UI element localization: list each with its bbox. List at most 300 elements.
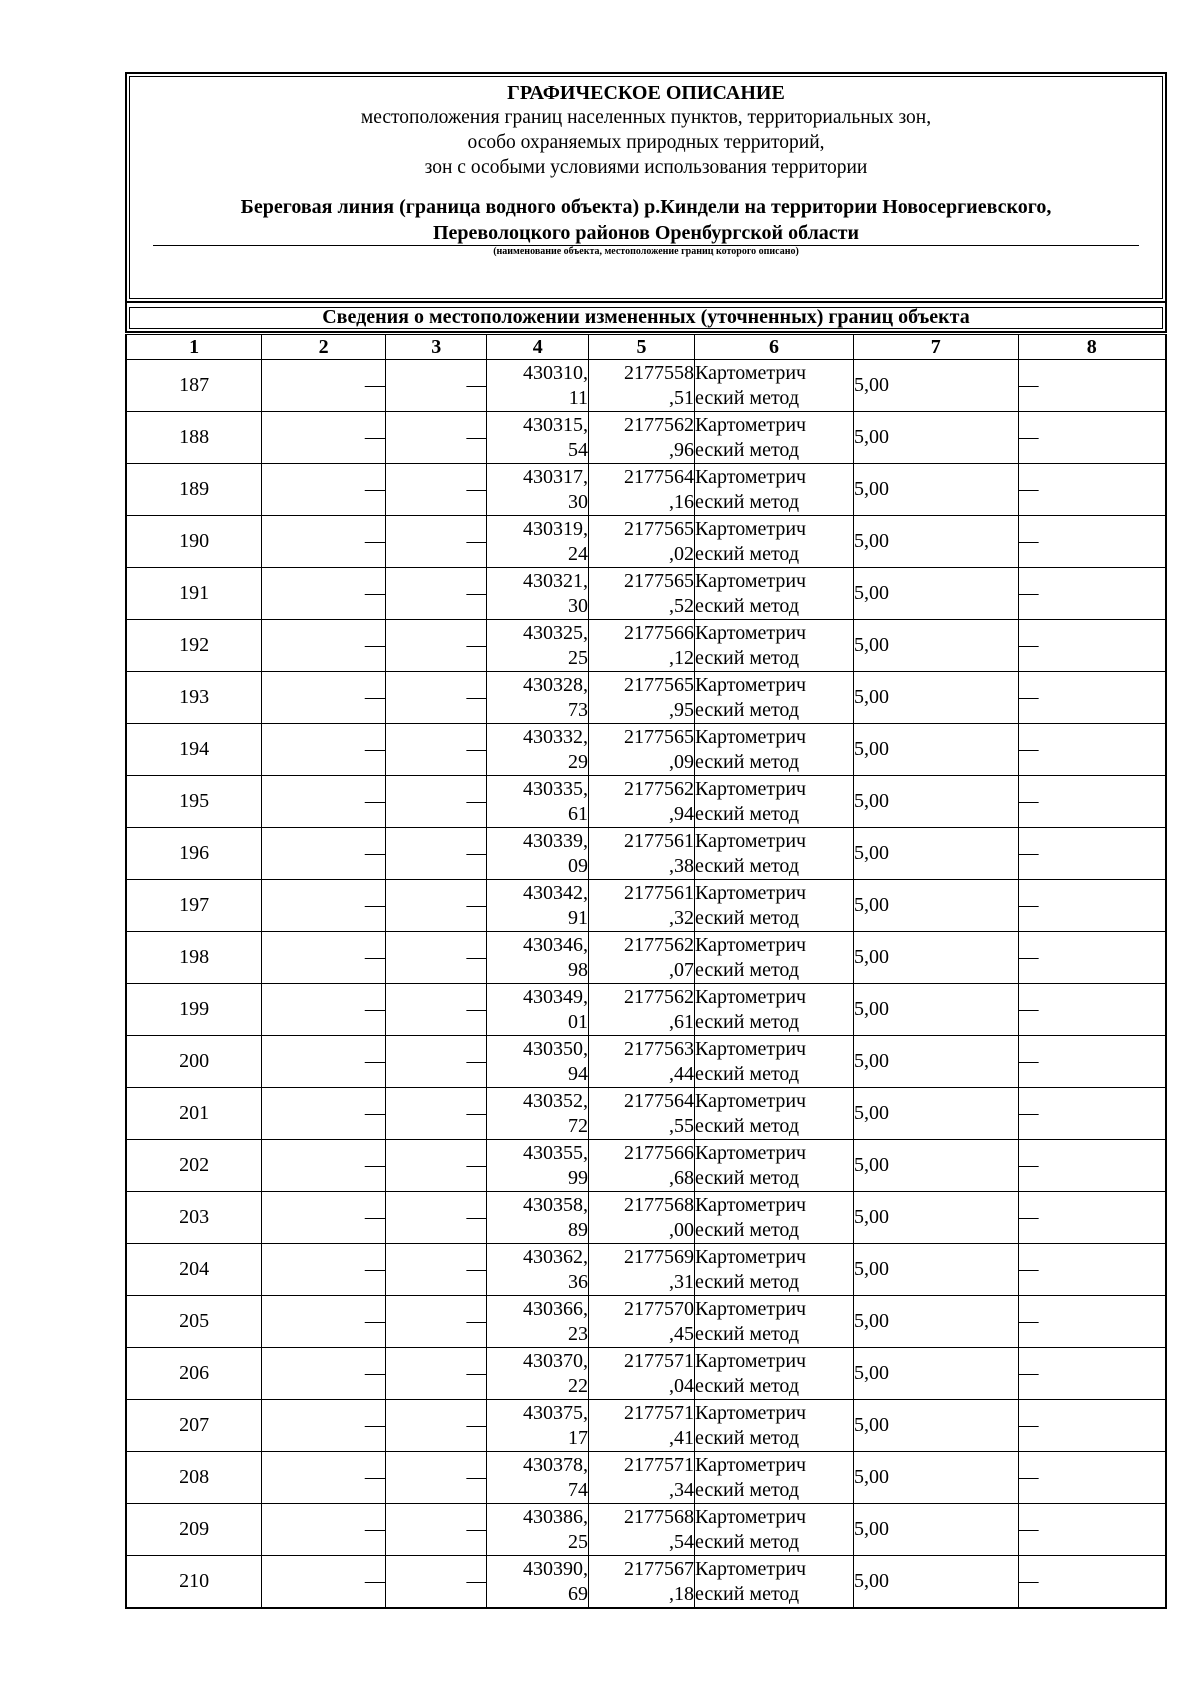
y-coordinate [589,1088,695,1140]
column-3-value: — [385,1192,487,1244]
accuracy-value: 5,00 [854,776,1019,828]
x-coordinate-part: 430378, [523,1453,589,1476]
x-coordinate [487,620,589,672]
table-row [126,1244,1166,1296]
x-coordinate-part: 430321, [523,569,589,592]
column-8-value: — [1018,1140,1166,1192]
y-coordinate-part: ,34 [669,1478,695,1501]
method-cell [695,1400,854,1452]
column-3-value: — [385,1452,487,1504]
column-8-value: — [1018,1192,1166,1244]
method-text-part: Картометрич [695,1089,807,1112]
column-3-value: — [385,1296,487,1348]
table-row [126,568,1166,620]
method-text-part: еский метод [695,490,800,513]
column-3-value: — [385,516,487,568]
x-coordinate [487,932,589,984]
point-number: 199 [126,984,262,1036]
x-coordinate-part: 430390, [523,1557,589,1580]
x-coordinate-part: 430358, [523,1193,589,1216]
x-coordinate-part: 91 [568,906,589,929]
x-coordinate-part: 11 [568,386,589,409]
document-description [127,105,1165,180]
method-text-part: Картометрич [695,1453,807,1476]
x-coordinate-part: 430366, [523,1297,589,1320]
accuracy-value: 5,00 [854,360,1019,412]
method-text-part: еский метод [695,1530,800,1553]
column-2-value: — [262,828,386,880]
object-name-line: Береговая линия (граница водного объекта) р.Киндели на территории Новосергиевского, [240,196,1052,218]
y-coordinate-part: 2177565 [624,569,695,592]
column-8-value: — [1018,1504,1166,1556]
table-row [126,1400,1166,1452]
method-text-part: Картометрич [695,413,807,436]
method-cell [695,776,854,828]
accuracy-value: 5,00 [854,1192,1019,1244]
column-3-value: — [385,1140,487,1192]
coordinates-table [125,334,1167,1609]
x-coordinate [487,1296,589,1348]
y-coordinate-part: 2177571 [624,1453,695,1476]
method-text-part: Картометрич [695,1141,807,1164]
y-coordinate [589,1556,695,1609]
y-coordinate [589,1348,695,1400]
x-coordinate-part: 30 [568,490,589,513]
x-coordinate-part: 430335, [523,777,589,800]
x-coordinate [487,412,589,464]
x-coordinate [487,516,589,568]
y-coordinate [589,464,695,516]
document-title: ГРАФИЧЕСКОЕ ОПИСАНИЕ [507,82,785,104]
point-number: 206 [126,1348,262,1400]
method-cell [695,828,854,880]
object-name-line: Переволоцкого районов Оренбургской области [432,222,860,244]
column-8-value: — [1018,464,1166,516]
y-coordinate-part: 2177561 [624,829,695,852]
column-2-value: — [262,620,386,672]
accuracy-value: 5,00 [854,568,1019,620]
column-8-value: — [1018,828,1166,880]
table-row [126,1504,1166,1556]
x-coordinate-part: 430310, [523,361,589,384]
method-cell [695,516,854,568]
y-coordinate-part: 2177570 [624,1297,695,1320]
x-coordinate-part: 69 [568,1582,589,1605]
column-8-value: — [1018,412,1166,464]
column-2-value: — [262,984,386,1036]
x-coordinate-part: 09 [568,854,589,877]
y-coordinate [589,568,695,620]
y-coordinate-part: 2177562 [624,777,695,800]
method-text-part: Картометрич [695,621,807,644]
x-coordinate-part: 430332, [523,725,589,748]
method-text-part: Картометрич [695,1037,807,1060]
y-coordinate-part: ,55 [669,1114,695,1137]
point-number: 194 [126,724,262,776]
x-coordinate-part: 430370, [523,1349,589,1372]
y-coordinate-part: ,52 [669,594,695,617]
method-text-part: Картометрич [695,1193,807,1216]
column-2-value: — [262,724,386,776]
y-coordinate-part: ,12 [669,646,695,669]
point-number: 189 [126,464,262,516]
method-text-part: еский метод [695,1582,800,1605]
point-number: 198 [126,932,262,984]
column-3-value: — [385,412,487,464]
point-number: 187 [126,360,262,412]
method-text-part: Картометрич [695,517,807,540]
point-number: 195 [126,776,262,828]
accuracy-value: 5,00 [854,1556,1019,1609]
method-text-part: еский метод [695,802,800,825]
accuracy-value: 5,00 [854,620,1019,672]
method-text-part: еский метод [695,1010,800,1033]
column-2-value: — [262,360,386,412]
y-coordinate [589,880,695,932]
y-coordinate [589,360,695,412]
y-coordinate-part: ,45 [669,1322,695,1345]
x-coordinate-part: 17 [568,1426,589,1449]
accuracy-value: 5,00 [854,1504,1019,1556]
table-row [126,1088,1166,1140]
table-row [126,984,1166,1036]
column-3-value: — [385,984,487,1036]
column-8-value: — [1018,1348,1166,1400]
accuracy-value: 5,00 [854,1140,1019,1192]
method-cell [695,984,854,1036]
column-3-value: — [385,828,487,880]
method-cell [695,1088,854,1140]
method-text-part: еский метод [695,1218,800,1241]
y-coordinate [589,1400,695,1452]
method-text-part: Картометрич [695,777,807,800]
x-coordinate-part: 430349, [523,985,589,1008]
object-caption: (наименование объекта, местоположение границ которого описано) [493,246,799,257]
accuracy-value: 5,00 [854,1348,1019,1400]
x-coordinate [487,1140,589,1192]
table-row [126,1556,1166,1609]
x-coordinate [487,880,589,932]
method-text-part: еский метод [695,1166,800,1189]
x-coordinate [487,1036,589,1088]
x-coordinate [487,1400,589,1452]
column-3-value: — [385,880,487,932]
y-coordinate-part: ,09 [669,750,695,773]
x-coordinate [487,360,589,412]
column-header: 4 [487,335,589,360]
method-text-part: еский метод [695,698,800,721]
method-cell [695,1348,854,1400]
column-header: 6 [695,335,854,360]
x-coordinate-part: 430328, [523,673,589,696]
method-cell [695,724,854,776]
method-text-part: еский метод [695,1374,800,1397]
column-8-value: — [1018,1036,1166,1088]
column-3-value: — [385,932,487,984]
column-2-value: — [262,568,386,620]
table-row [126,360,1166,412]
table-row [126,516,1166,568]
x-coordinate [487,1088,589,1140]
y-coordinate-part: ,31 [669,1270,695,1293]
point-number: 200 [126,1036,262,1088]
y-coordinate-part: ,44 [669,1062,695,1085]
method-text-part: Картометрич [695,933,807,956]
method-text-part: Картометрич [695,1557,807,1580]
method-text-part: Картометрич [695,673,807,696]
x-coordinate-part: 430355, [523,1141,589,1164]
x-coordinate-part: 54 [568,438,589,461]
x-coordinate [487,1452,589,1504]
y-coordinate-part: 2177566 [624,1141,695,1164]
x-coordinate [487,1504,589,1556]
method-text-part: Картометрич [695,725,807,748]
x-coordinate-part: 430386, [523,1505,589,1528]
method-text-part: Картометрич [695,1297,807,1320]
method-text-part: еский метод [695,958,800,981]
x-coordinate-part: 24 [568,542,589,565]
column-3-value: — [385,1348,487,1400]
document-header [125,72,1167,303]
y-coordinate-part: 2177567 [624,1557,695,1580]
table-body [126,360,1166,1609]
description-line: особо охраняемых природных территорий, [467,132,825,153]
point-number: 192 [126,620,262,672]
column-3-value: — [385,672,487,724]
method-text-part: Картометрич [695,1349,807,1372]
column-8-value: — [1018,880,1166,932]
y-coordinate-part: 2177568 [624,1193,695,1216]
method-text-part: еский метод [695,1270,800,1293]
y-coordinate [589,1140,695,1192]
accuracy-value: 5,00 [854,672,1019,724]
point-number: 204 [126,1244,262,1296]
y-coordinate-part: 2177562 [624,933,695,956]
point-number: 203 [126,1192,262,1244]
table-row [126,776,1166,828]
method-cell [695,412,854,464]
table-header-row [126,335,1166,360]
x-coordinate-part: 98 [568,958,589,981]
method-cell [695,1192,854,1244]
method-cell [695,672,854,724]
y-coordinate [589,1244,695,1296]
y-coordinate [589,516,695,568]
method-text-part: еский метод [695,906,800,929]
method-cell [695,568,854,620]
table-row [126,1140,1166,1192]
accuracy-value: 5,00 [854,1088,1019,1140]
method-text-part: Картометрич [695,881,807,904]
method-text-part: Картометрич [695,569,807,592]
column-2-value: — [262,932,386,984]
y-coordinate-part: ,94 [669,802,695,825]
table-row [126,412,1166,464]
x-coordinate-part: 430352, [523,1089,589,1112]
y-coordinate [589,1296,695,1348]
accuracy-value: 5,00 [854,1036,1019,1088]
y-coordinate-part: 2177564 [624,465,695,488]
point-number: 193 [126,672,262,724]
table-row [126,1296,1166,1348]
y-coordinate-part: ,61 [669,1010,695,1033]
method-text-part: еский метод [695,1062,800,1085]
y-coordinate-part: ,68 [669,1166,695,1189]
point-number: 190 [126,516,262,568]
x-coordinate-part: 01 [568,1010,589,1033]
x-coordinate-part: 430315, [523,413,589,436]
method-text-part: еский метод [695,542,800,565]
method-cell [695,620,854,672]
column-2-value: — [262,1452,386,1504]
accuracy-value: 5,00 [854,412,1019,464]
column-2-value: — [262,1556,386,1609]
method-cell [695,1244,854,1296]
column-2-value: — [262,776,386,828]
column-header: 5 [589,335,695,360]
y-coordinate-part: 2177564 [624,1089,695,1112]
description-line: местоположения границ населенных пунктов, территориальных зон, [360,107,932,128]
y-coordinate-part: 2177571 [624,1349,695,1372]
y-coordinate-part: 2177562 [624,985,695,1008]
point-number: 205 [126,1296,262,1348]
column-2-value: — [262,1192,386,1244]
method-cell [695,932,854,984]
method-cell [695,1296,854,1348]
x-coordinate-part: 430319, [523,517,589,540]
x-coordinate-part: 430346, [523,933,589,956]
column-3-value: — [385,1036,487,1088]
description-line: зон с особыми условиями использования территории [424,157,868,178]
y-coordinate-part: 2177562 [624,413,695,436]
accuracy-value: 5,00 [854,464,1019,516]
column-header: 2 [262,335,386,360]
x-coordinate-part: 89 [568,1218,589,1241]
column-8-value: — [1018,620,1166,672]
x-coordinate-part: 430342, [523,881,589,904]
column-3-value: — [385,724,487,776]
x-coordinate-part: 25 [568,646,589,669]
table-row [126,620,1166,672]
accuracy-value: 5,00 [854,1244,1019,1296]
y-coordinate-part: ,54 [669,1530,695,1553]
column-3-value: — [385,776,487,828]
column-8-value: — [1018,724,1166,776]
table-row [126,932,1166,984]
table-row [126,1452,1166,1504]
x-coordinate-part: 430325, [523,621,589,644]
x-coordinate [487,776,589,828]
point-number: 188 [126,412,262,464]
column-2-value: — [262,880,386,932]
x-coordinate-part: 94 [568,1062,589,1085]
y-coordinate-part: ,51 [669,386,695,409]
column-2-value: — [262,1088,386,1140]
method-text-part: Картометрич [695,1245,807,1268]
method-cell [695,1036,854,1088]
x-coordinate [487,568,589,620]
x-coordinate-part: 73 [568,698,589,721]
x-coordinate [487,1348,589,1400]
column-8-value: — [1018,672,1166,724]
point-number: 208 [126,1452,262,1504]
x-coordinate-part: 25 [568,1530,589,1553]
y-coordinate-part: ,96 [669,438,695,461]
column-8-value: — [1018,1452,1166,1504]
method-text-part: еский метод [695,1114,800,1137]
column-2-value: — [262,464,386,516]
method-cell [695,1452,854,1504]
column-header: 8 [1018,335,1166,360]
y-coordinate-part: ,95 [669,698,695,721]
table-row [126,828,1166,880]
column-3-value: — [385,620,487,672]
y-coordinate-part: 2177561 [624,881,695,904]
y-coordinate-part: ,38 [669,854,695,877]
column-2-value: — [262,412,386,464]
method-text-part: еский метод [695,594,800,617]
accuracy-value: 5,00 [854,880,1019,932]
x-coordinate-part: 61 [568,802,589,825]
column-header: 3 [385,335,487,360]
y-coordinate-part: 2177566 [624,621,695,644]
column-3-value: — [385,568,487,620]
y-coordinate-part: ,04 [669,1374,695,1397]
x-coordinate [487,1192,589,1244]
column-2-value: — [262,1036,386,1088]
y-coordinate [589,620,695,672]
column-8-value: — [1018,1296,1166,1348]
column-2-value: — [262,516,386,568]
x-coordinate [487,828,589,880]
column-8-value: — [1018,932,1166,984]
method-text-part: Картометрич [695,829,807,852]
column-8-value: — [1018,516,1166,568]
method-text-part: еский метод [695,386,800,409]
x-coordinate-part: 74 [568,1478,589,1501]
table-row [126,880,1166,932]
document-page [125,72,1171,1605]
method-text-part: Картометрич [695,465,807,488]
column-2-value: — [262,1244,386,1296]
y-coordinate [589,1452,695,1504]
x-coordinate-part: 430339, [523,829,589,852]
accuracy-value: 5,00 [854,1296,1019,1348]
column-8-value: — [1018,1088,1166,1140]
x-coordinate [487,984,589,1036]
accuracy-value: 5,00 [854,516,1019,568]
method-text-part: еский метод [695,1426,800,1449]
y-coordinate-part: 2177558 [624,361,695,384]
y-coordinate [589,1504,695,1556]
method-text-part: еский метод [695,854,800,877]
column-8-value: — [1018,1556,1166,1609]
column-3-value: — [385,360,487,412]
column-8-value: — [1018,568,1166,620]
x-coordinate-part: 29 [568,750,589,773]
x-coordinate-part: 72 [568,1114,589,1137]
x-coordinate [487,1556,589,1609]
column-header: 7 [854,335,1019,360]
y-coordinate-part: 2177571 [624,1401,695,1424]
column-3-value: — [385,1504,487,1556]
y-coordinate-part: ,16 [669,490,695,513]
column-3-value: — [385,1088,487,1140]
y-coordinate [589,412,695,464]
column-2-value: — [262,1348,386,1400]
method-text-part: еский метод [695,1322,800,1345]
x-coordinate-part: 22 [568,1374,589,1397]
